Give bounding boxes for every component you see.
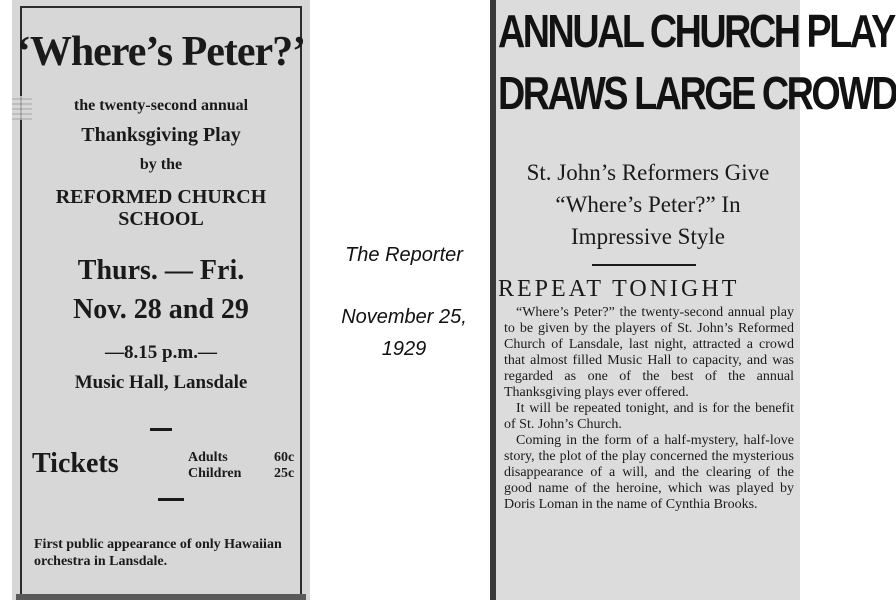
ad-play-name: Thanksgiving Play (81, 124, 241, 146)
ad-price-value-adults: 60c (274, 450, 295, 465)
article-deck-line1: St. John’s Reformers Give (526, 160, 770, 185)
ad-note: First public appearance of only Hawaiian orchestra in Lansdale. (34, 537, 282, 569)
ad-price-label-adults: Adults (188, 450, 228, 465)
article-body (504, 305, 794, 513)
article-paragraph-1: “Where’s Peter?” the twenty-second annual play to be given by the players of St. John’s Reformed Church of Lansdale, last night, attracted a crowd that almost filled Music Hall to capacity, and was regarded as one of the best of the annual Thanksgiving plays ever offered. (504, 305, 794, 400)
article-subhead: REPEAT TONIGHT (498, 276, 740, 302)
ad-days: Thurs. — Fri. (77, 255, 245, 286)
article-headline-line1: ANNUAL CHURCH PLAY (498, 5, 894, 57)
article-deck-line3: Impressive Style (571, 224, 725, 249)
article-clipping (490, 0, 896, 600)
article-headline-line2: DRAWS LARGE CROWD (498, 67, 896, 119)
article-deck-line2: “Where’s Peter?” In (555, 192, 741, 217)
ad-school: SCHOOL (118, 208, 204, 230)
ad-venue: Music Hall, Lansdale (74, 372, 248, 393)
ad-tickets-label: Tickets (32, 448, 119, 479)
clipping-edge (16, 594, 306, 600)
article-paragraph-3: Coming in the form of a half-mystery, half-love story, the plot of the play concerned the mysterious disappearance of a will, and the clearing of the good name of the heroine, which was played by Doris Loman in the name of Cynthia Brooks. (504, 433, 794, 512)
ad-divider-2 (158, 498, 184, 501)
caption-date-line1: November 25, (341, 306, 467, 328)
ad-church: REFORMED CHURCH (55, 186, 267, 208)
advertisement-clipping (12, 0, 310, 600)
ad-title: ‘Where’s Peter?’ (16, 29, 306, 75)
caption-date-line2: 1929 (381, 338, 427, 360)
ad-time: —8.15 p.m.— (105, 342, 217, 363)
clipping-shadow (490, 0, 496, 600)
ad-price-label-children: Children (188, 466, 242, 481)
article-divider (592, 264, 696, 266)
caption-publication: The Reporter (345, 244, 463, 266)
ad-by: by the (139, 156, 183, 173)
article-paragraph-2: It will be repeated tonight, and is for the benefit of St. John’s Church. (504, 401, 794, 432)
ad-subtitle: the twenty-second annual (73, 97, 249, 114)
ad-price-value-children: 25c (274, 466, 295, 481)
ad-divider-1 (150, 428, 172, 431)
ad-dates: Nov. 28 and 29 (73, 294, 249, 325)
